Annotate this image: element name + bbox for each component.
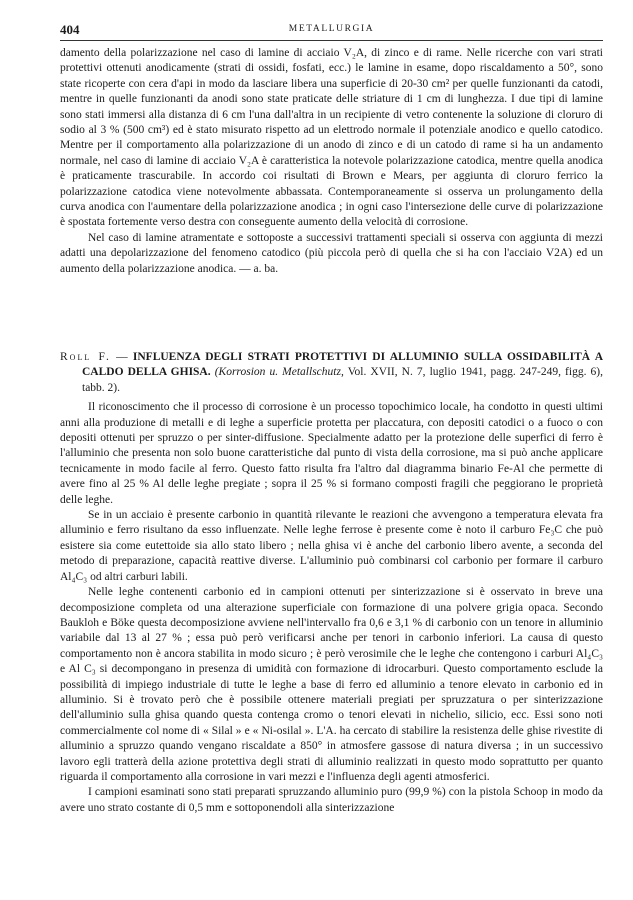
running-head [60,22,603,36]
article-heading [60,350,603,396]
paragraph: Se in un acciaio è presente carbonio in quantità rilevante le reazioni che avvengono a temperatura elevata fra alluminio e ferro risultano da esso influenzate. Nelle leghe ferrose è presente come è noto il carburo Fe₃C che può esistere sia come eutettoide sia allo stato libero ; nella ghisa vi è anche del carbonio libero avente, a seconda del metodo di preparazione, capacità reattive diverse. L'alluminio può combinarsi col carbonio per formare il carburo Al₄C₃ od altri carburi labili. [60,509,603,583]
previous-article-text [60,46,603,277]
paragraph: Il riconoscimento che il processo di corrosione è un processo topochimico locale, ha condotto in questi ultimi anni alla produzione di metalli e di leghe a superficie protetta per placcatura, con depositi catodici o a fuoco o con depositi ottenuti per spruzzo o per sinter-diffusione. Specialmente adatto per la protezione delle superfici di ferro è l'alluminio che presenta non solo buone caratteristiche dal punto di vista della corrosione, ma si può anche applicare tecnicamente in modo facile al ferro. Questo fatto risulta fra l'altro dal diagramma binario Fe-Al che permette di avere fino al 25 % Al delle leghe pregiate ; sopra il 25 % si formano composti fragili che peggiorano le proprietà delle leghe. [60,401,603,506]
article-title: INFLUENZA DEGLI STRATI PROTETTIVI DI ALLUMINIO SULLA OSSIDABILITÀ A CALDO DELLA GHISA. [82,351,604,379]
page-number: 404 [60,22,80,37]
paragraph: I campioni esaminati sono stati preparati spruzzando alluminio puro (99,9 %) con la pistola Schoop in modo da avere uno strato costante di 0,5 mm e sottoponendoli alla sinterizzazione [60,786,603,814]
source-details: Vol. XVII, N. 7, luglio 1941, pagg. 247-249, figg. 6), tabb. 2). [82,366,603,394]
paragraph: damento della polarizzazione nel caso di lamine di acciaio V₂A, di zinco e di rame. Nelle ricerche con vari strati protettivi ottenuti anodicamente (strati di ossidi, fosfati, ecc.) le lamine in esame, dopo riscaldamento a 50°, sono state ricoperte con cera d'api in modo da lasciare libera una superficie di 20-30 cm² per quelle funzionanti da catodi, mentre in quelle funzionanti da anodi sono state praticate delle striature di 1 cm di lunghezza. I due tipi di lamine sono stati immersi alla distanza di 6 cm l'una dall'altra in un recipiente di vetro contenente la soluzione di cloruro di sodio al 3 % (500 cm³) ed è stato misurato rispetto ad un elettrodo normale il potenziale anodico e quello catodico. Mentre per il comportamento alla polarizzazione di un anodo di zinco e di un catodo di rame si ha un andamento normale, nel caso di lamine di acciaio V₂A è caratteristica la notevole polarizzazione catodica, mentre quella anodica è praticamente trascurabile. In accordo coi risultati di Brown e Mears, per aggiunta di cloruro ferrico la polarizzazione catodica viene notevolmente abbassata. Contemporaneamente si osserva un prolungamento della curva anodica con l'aumentare della polarizzazione anodica ; in ogni caso l'intersezione delle curve di polarizzazione è spostata fortemente verso destra con conseguente aumento della velocità di corrosione. [60,47,603,229]
paragraph: Nelle leghe contenenti carbonio ed in campioni ottenuti per sinterizzazione si è osservato in breve una decomposizione completa od una alterazione superficiale con formazione di una polvere grigia opaca. Secondo Baukloh e Böke questa decomposizione avviene nell'intervallo fra 0,6 e 3,1 % di carbonio con un tenore in alluminio variabile dal 13 al 27 % ; essa può però verificarsi anche per tenori in carbonio inferiori. La causa di questo comportamento non è ancora stabilita in modo sicuro ; è però verosimile che le leghe che contengono i carburi Al₄C₃ e Al C₃ si decompongano in presenza di umidità con formazione di idrocarburi. Questo comportamento esclude la possibilità di impiego industriale di tutte le leghe a base di ferro ed alluminio a tenore elevato in carbonio ed in alluminio. Si è trovato però che è possibile ottenere materiali pregiati per spruzzatura o per sinterizzazione dell'alluminio sulla ghisa quando questa contenga cromo o tenori elevati in nichelio, silicio, ecc. Essi sono noti commercialmente col nome di « Silal » e « Ni-osilal ». L'A. ha cercato di stabilire la resistenza delle ghise rivestite di alluminio a spruzzo quando vengano riscaldate a 850° in atmosfere gassose di natura diversa ; in un successivo lavoro egli tratterà della azione protettiva degli strati di alluminio realizzati in questo modo soprattutto per quanto riguarda il comportamento alla corrosione in vari mezzi e l'influenza degli agenti atmosferici. [60,586,603,783]
author-name: Roll F. [60,351,111,363]
paragraph: Nel caso di lamine atramentate e sottoposte a successivi trattamenti speciali si osserva con aggiunta di mezzi adatti una depolarizzazione del fenomeno catodico (più piccola però di quella che si ha con l'acciaio V2A) ed un aumento della polarizzazione anodica. — a. ba. [60,231,603,275]
title-separator: — [110,351,133,363]
header-rule [60,40,603,41]
journal-title: METALLURGIA [288,24,375,34]
source-journal: (Korrosion u. Metallschutz, [214,366,344,379]
article [60,350,603,816]
